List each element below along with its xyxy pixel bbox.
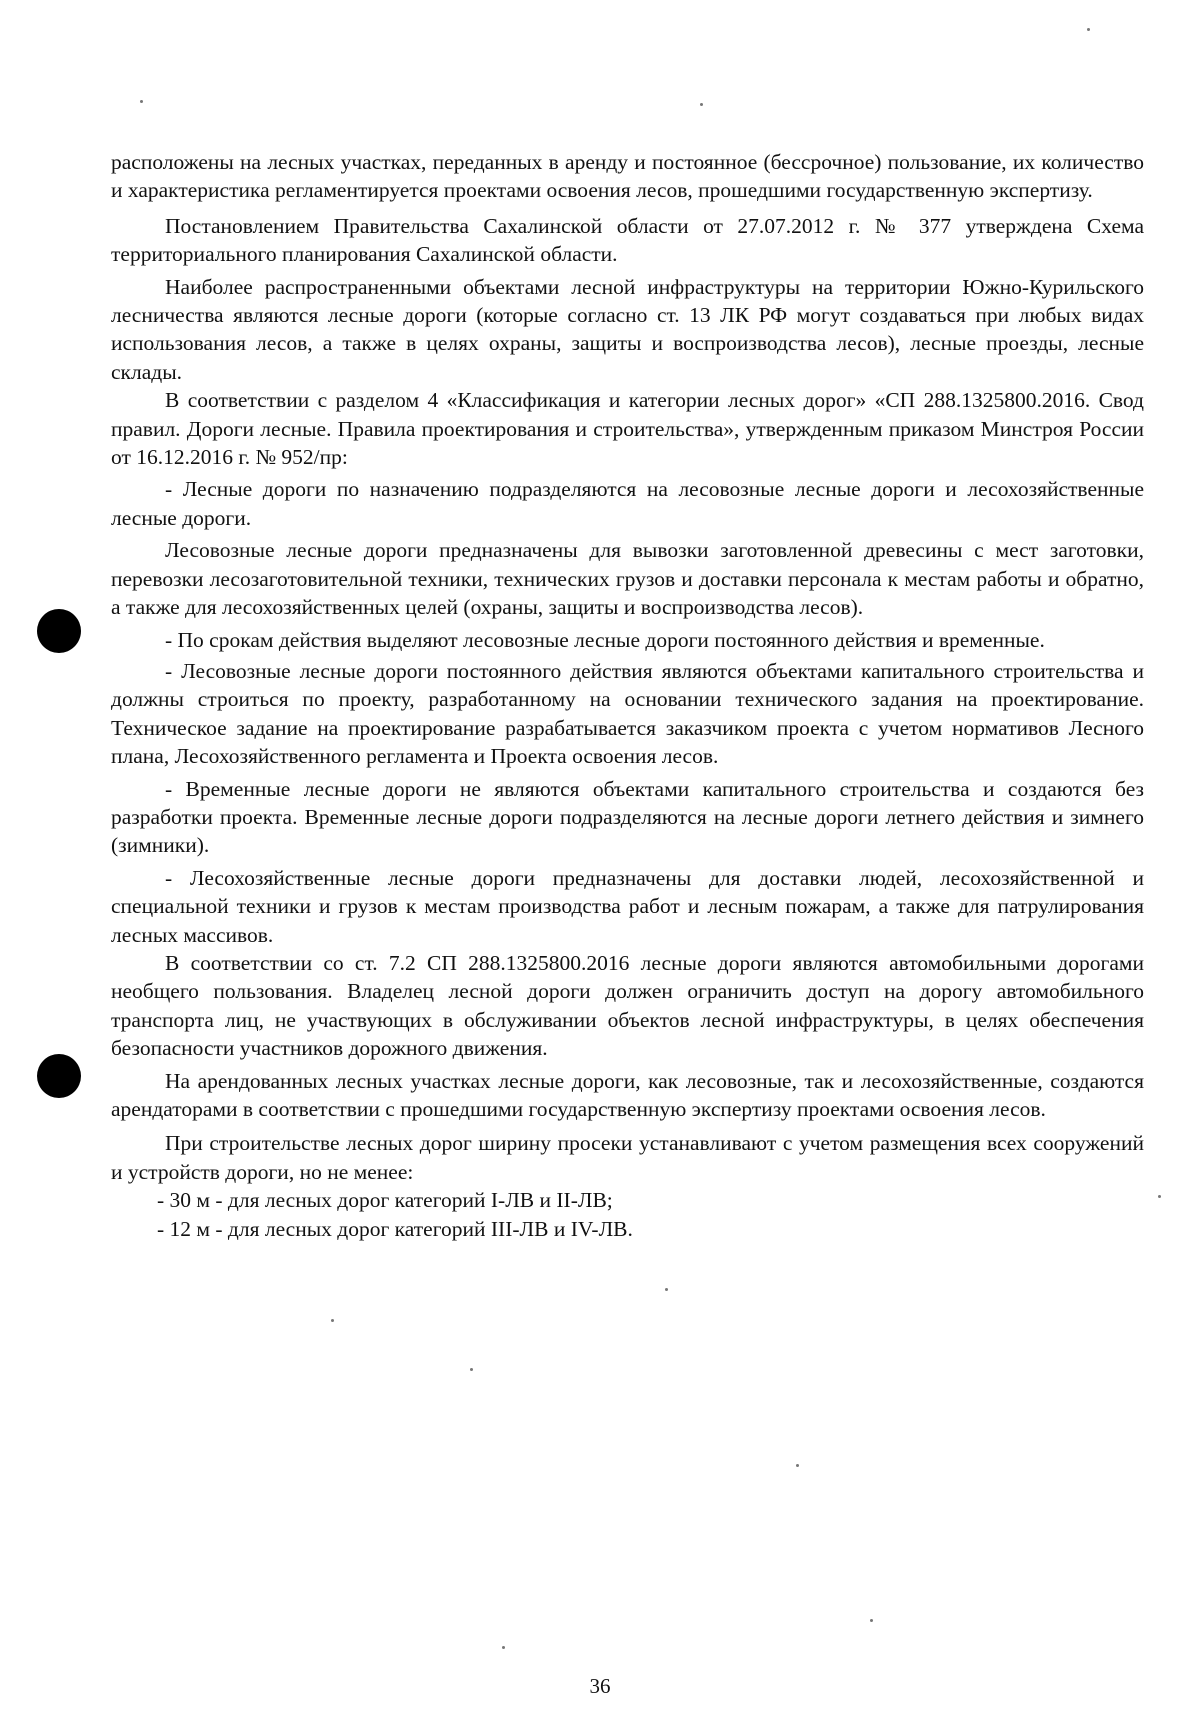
scan-speck xyxy=(870,1619,873,1622)
scan-speck xyxy=(1087,28,1090,31)
paragraph: В соответствии с разделом 4 «Классификация и категории лесных дорог» «СП 288.1325800.2016. Свод правил. Дороги лесные. Правила проектирования и строительства», утвержденным приказом Минстроя России от 16.12.2016 г. № 952/пр: xyxy=(111,388,1144,470)
scan-speck xyxy=(470,1368,473,1371)
scan-speck xyxy=(140,100,143,103)
page-number: 36 xyxy=(589,1674,611,1698)
scan-speck xyxy=(331,1319,334,1322)
paragraph: - Лесохозяйственные лесные дороги предназначены для доставки людей, лесохозяйственной и специальной техники и грузов к местам производства работ и лесным пожарам, а также для патрулирования лесных массивов. xyxy=(111,865,1144,947)
punch-hole xyxy=(37,1054,81,1098)
paragraph: - Лесные дороги по назначению подразделяются на лесовозные лесные дороги и лесохозяйственные лесные дороги. xyxy=(111,477,1144,530)
paragraph: Постановлением Правительства Сахалинской области от 27.07.2012 г. № 377 утверждена Схема территориального планирования Сахалинской области. xyxy=(111,213,1144,267)
scan-speck xyxy=(700,103,703,106)
body-text xyxy=(111,148,1144,1243)
scan-speck xyxy=(1158,1195,1161,1198)
paragraph: На арендованных лесных участках лесные дороги, как лесовозные, так и лесохозяйственные, создаются арендаторами в соответствии с прошедшими государственную экспертизу проектами освоения лесов. xyxy=(111,1068,1144,1121)
paragraph: расположены на лесных участках, переданных в аренду и постоянное (бессрочное) пользование, их количество и характеристика регламентируется проектами освоения лесов, прошедшими государственную экспертизу. xyxy=(111,150,1144,203)
paragraph: - Временные лесные дороги не являются объектами капитального строительства и создаются без разработки проекта. Временные лесные дороги подразделяются на лесные дороги летнего действия и зимнего (зимники). xyxy=(111,776,1144,858)
list-item: - 30 м - для лесных дорог категорий I-ЛВ и II-ЛВ; xyxy=(157,1188,613,1213)
list-item: - 12 м - для лесных дорог категорий III-ЛВ и IV-ЛВ. xyxy=(157,1216,633,1241)
paragraph: При строительстве лесных дорог ширину просеки устанавливают с учетом размещения всех сооружений и устройств дороги, но не менее: xyxy=(111,1131,1144,1184)
paragraph: - По срокам действия выделяют лесовозные лесные дороги постоянного действия и временные. xyxy=(165,627,1045,652)
scan-speck xyxy=(796,1464,799,1467)
punch-hole xyxy=(37,609,81,653)
paragraph: Лесовозные лесные дороги предназначены для вывозки заготовленной древесины с мест заготовки, перевозки лесозаготовительной техники, технических грузов и доставки персонала к местам работы и обратно, а также для лесохозяйственных целей (охраны, защиты и воспроизводства лесов). xyxy=(111,538,1144,620)
paragraph: Наиболее распространенными объектами лесной инфраструктуры на территории Южно-Курильского лесничества являются лесные дороги (которые согласно ст. 13 ЛК РФ могут создаваться при любых видах использования лесов, а также в целях охраны, защиты и воспроизводства лесов), лесные проезды, лесные склады. xyxy=(111,274,1144,384)
paragraph: В соответствии со ст. 7.2 СП 288.1325800.2016 лесные дороги являются автомобильными дорогами необщего пользования. Владелец лесной дороги должен ограничить доступ на дорогу автомобильного транспорта лиц, не участвующих в обслуживании объектов лесной инфраструктуры, в целях обеспечения безопасности участников дорожного движения. xyxy=(111,950,1144,1061)
scan-speck xyxy=(502,1646,505,1649)
scan-speck xyxy=(665,1288,668,1291)
paragraph: - Лесовозные лесные дороги постоянного действия являются объектами капитального строительства и должны строиться по проекту, разработанному на основании технического задания на проектирование. Техническое задание на проектирование разрабатывается заказчиком проекта с учетом нормативов Лесного плана, Лесохозяйственного регламента и Проекта освоения лесов. xyxy=(111,658,1144,769)
